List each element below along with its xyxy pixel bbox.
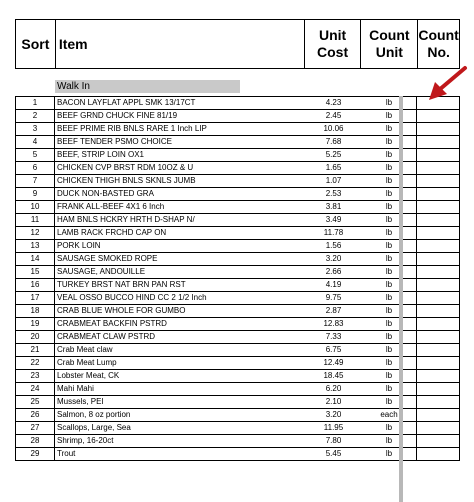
row-item: Salmon, 8 oz portion (57, 410, 131, 419)
row-count-unit: lb (385, 397, 393, 406)
table-row (15, 149, 460, 162)
header-count-no-line1: Count (418, 27, 459, 43)
row-item: BEEF, STRIP LOIN OX1 (57, 150, 144, 159)
row-sort: 7 (15, 175, 55, 187)
row-count-no[interactable] (416, 279, 460, 291)
row-sort: 2 (15, 110, 55, 122)
row-count-no[interactable] (416, 435, 460, 447)
table-row (15, 383, 460, 396)
row-sort: 24 (15, 383, 55, 395)
row-count-unit: lb (385, 384, 393, 393)
row-count-no[interactable] (416, 136, 460, 148)
row-unit-cost: 2.10 (325, 397, 342, 406)
header-item: Item (56, 20, 305, 68)
header-sort: Sort (16, 20, 56, 68)
row-sort: 9 (15, 188, 55, 200)
table-row (15, 96, 460, 110)
row-unit-cost: 6.20 (325, 384, 342, 393)
row-count-unit: lb (385, 345, 393, 354)
table-row (15, 162, 460, 175)
row-unit-cost: 11.78 (323, 228, 344, 237)
table-row (15, 266, 460, 279)
row-count-no[interactable] (416, 201, 460, 213)
row-sort: 6 (15, 162, 55, 174)
row-count-unit: lb (385, 358, 393, 367)
row-unit-cost: 3.20 (325, 410, 342, 419)
row-item: DUCK NON-BASTED GRA (57, 189, 154, 198)
row-item: SAUSAGE, ANDOUILLE (57, 267, 146, 276)
row-sort: 29 (15, 448, 55, 460)
row-count-no[interactable] (416, 162, 460, 174)
row-sort: 18 (15, 305, 55, 317)
row-count-unit: lb (385, 280, 393, 289)
row-unit-cost: 6.75 (325, 345, 342, 354)
row-sort: 19 (15, 318, 55, 330)
row-count-unit: lb (385, 202, 393, 211)
row-sort: 27 (15, 422, 55, 434)
table-row (15, 422, 460, 435)
row-unit-cost: 2.45 (325, 111, 342, 120)
row-item: LAMB RACK FRCHD CAP ON (57, 228, 167, 237)
table-row (15, 305, 460, 318)
row-count-unit: lb (385, 137, 393, 146)
row-sort: 21 (15, 344, 55, 356)
row-count-unit: lb (385, 332, 393, 341)
row-unit-cost: 11.95 (323, 423, 344, 432)
row-count-no[interactable] (416, 227, 460, 239)
row-count-no[interactable] (416, 422, 460, 434)
row-unit-cost: 7.33 (325, 332, 342, 341)
row-item: Mussels, PEI (57, 397, 104, 406)
table-row (15, 136, 460, 149)
row-unit-cost: 3.49 (325, 215, 342, 224)
row-unit-cost: 2.53 (325, 189, 342, 198)
table-row (15, 409, 460, 422)
row-count-no[interactable] (416, 188, 460, 200)
table-row (15, 201, 460, 214)
row-sort: 20 (15, 331, 55, 343)
row-unit-cost: 7.80 (325, 436, 342, 445)
row-count-no[interactable] (416, 110, 460, 122)
table-row (15, 435, 460, 448)
row-item: PORK LOIN (57, 241, 101, 250)
row-count-unit: lb (385, 176, 393, 185)
row-sort: 12 (15, 227, 55, 239)
row-sort: 11 (15, 214, 55, 226)
row-count-no[interactable] (416, 149, 460, 161)
row-item: TURKEY BRST NAT BRN PAN RST (57, 280, 186, 289)
row-count-no[interactable] (416, 292, 460, 304)
row-count-no[interactable] (416, 344, 460, 356)
row-item: CHICKEN THIGH BNLS SKNLS JUMB (57, 176, 196, 185)
table-row (15, 357, 460, 370)
row-count-unit: lb (385, 319, 393, 328)
row-unit-cost: 4.23 (325, 98, 342, 107)
row-item: Trout (57, 449, 76, 458)
row-sort: 14 (15, 253, 55, 265)
column-shadow (399, 96, 403, 502)
row-count-unit: lb (385, 436, 393, 445)
row-sort: 25 (15, 396, 55, 408)
row-unit-cost: 4.19 (325, 280, 342, 289)
row-count-unit: lb (385, 124, 393, 133)
table-row (15, 396, 460, 409)
row-count-no[interactable] (416, 370, 460, 382)
row-count-unit: lb (385, 423, 393, 432)
header-count-unit (361, 20, 418, 68)
row-item: BACON LAYFLAT APPL SMK 13/17CT (57, 98, 196, 107)
row-count-unit: lb (385, 241, 393, 250)
row-count-unit: lb (385, 215, 393, 224)
header-unit-cost-line2: Cost (317, 44, 349, 60)
row-item: CRABMEAT BACKFIN PSTRD (57, 319, 167, 328)
row-count-no[interactable] (416, 318, 460, 330)
row-count-unit: lb (385, 228, 393, 237)
row-item: Crab Meat Lump (57, 358, 117, 367)
row-item: CHICKEN CVP BRST RDM 10OZ & U (57, 163, 194, 172)
row-count-no[interactable] (416, 240, 460, 252)
row-count-no[interactable] (416, 409, 460, 421)
table-row (15, 240, 460, 253)
row-count-unit: lb (385, 449, 393, 458)
row-item: Mahi Mahi (57, 384, 94, 393)
table-row (15, 331, 460, 344)
row-count-unit: lb (385, 267, 393, 276)
row-count-no[interactable] (416, 331, 460, 343)
table-row (15, 448, 460, 461)
row-item: CRABMEAT CLAW PSTRD (57, 332, 156, 341)
table-row (15, 253, 460, 266)
row-unit-cost: 10.06 (323, 124, 344, 133)
row-count-no[interactable] (416, 383, 460, 395)
header-unit-cost-line1: Unit (318, 27, 347, 43)
row-item: Shrimp, 16-20ct (57, 436, 114, 445)
row-unit-cost: 7.68 (325, 137, 342, 146)
table-row (15, 344, 460, 357)
row-count-no[interactable] (416, 396, 460, 408)
row-unit-cost: 3.81 (325, 202, 342, 211)
row-item: Scallops, Large, Sea (57, 423, 131, 432)
row-unit-cost: 1.65 (325, 163, 342, 172)
row-sort: 16 (15, 279, 55, 291)
table-row (15, 279, 460, 292)
row-sort: 4 (15, 136, 55, 148)
row-count-unit: lb (385, 150, 393, 159)
row-sort: 3 (15, 123, 55, 135)
row-count-no[interactable] (416, 448, 460, 460)
header-count-no-line2: No. (427, 44, 450, 60)
inventory-table (15, 96, 460, 461)
row-item: Crab Meat claw (57, 345, 113, 354)
header-count-unit-line2: Unit (375, 44, 403, 60)
row-count-no[interactable] (416, 357, 460, 369)
row-unit-cost: 5.45 (325, 449, 342, 458)
row-unit-cost: 5.25 (325, 150, 342, 159)
row-sort: 13 (15, 240, 55, 252)
row-count-no[interactable] (416, 123, 460, 135)
table-row (15, 292, 460, 305)
row-item: Lobster Meat, CK (57, 371, 120, 380)
row-count-unit: lb (385, 306, 393, 315)
row-item: SAUSAGE SMOKED ROPE (57, 254, 158, 263)
row-sort: 15 (15, 266, 55, 278)
row-item: BEEF TENDER PSMO CHOICE (57, 137, 172, 146)
row-count-unit: lb (385, 293, 393, 302)
table-row (15, 188, 460, 201)
table-row (15, 110, 460, 123)
row-unit-cost: 12.49 (323, 358, 344, 367)
row-item: HAM BNLS HCKRY HRTH D-SHAP N/ (57, 215, 195, 224)
row-count-no[interactable] (416, 175, 460, 187)
table-row (15, 214, 460, 227)
row-sort: 28 (15, 435, 55, 447)
row-unit-cost: 12.83 (323, 319, 344, 328)
row-count-unit: lb (385, 254, 393, 263)
table-row (15, 370, 460, 383)
row-count-no[interactable] (416, 253, 460, 265)
table-row (15, 318, 460, 331)
row-unit-cost: 3.20 (325, 254, 342, 263)
row-count-unit: each (380, 410, 398, 419)
table-row (15, 227, 460, 240)
row-count-no[interactable] (416, 305, 460, 317)
row-count-unit: lb (385, 98, 393, 107)
header-count-no (418, 20, 459, 68)
row-unit-cost: 9.75 (325, 293, 342, 302)
row-count-unit: lb (385, 189, 393, 198)
row-sort: 22 (15, 357, 55, 369)
row-unit-cost: 18.45 (323, 371, 344, 380)
row-count-no[interactable] (416, 214, 460, 226)
row-sort: 5 (15, 149, 55, 161)
red-arrow-icon (425, 62, 470, 107)
row-sort: 10 (15, 201, 55, 213)
row-item: FRANK ALL-BEEF 4X1 6 Inch (57, 202, 165, 211)
row-sort: 23 (15, 370, 55, 382)
row-unit-cost: 1.07 (325, 176, 342, 185)
header-count-unit-line1: Count (369, 27, 410, 43)
header-unit-cost (305, 20, 362, 68)
row-sort: 1 (15, 97, 55, 109)
row-count-unit: lb (385, 111, 393, 120)
row-unit-cost: 2.66 (325, 267, 342, 276)
table-row (15, 123, 460, 136)
row-count-no[interactable] (416, 266, 460, 278)
table-row (15, 175, 460, 188)
row-count-unit: lb (385, 163, 393, 172)
row-item: BEEF GRND CHUCK FINE 81/19 (57, 111, 178, 120)
row-item: VEAL OSSO BUCCO HIND CC 2 1/2 Inch (57, 293, 207, 302)
row-unit-cost: 1.56 (325, 241, 342, 250)
column-header-row (15, 19, 460, 69)
row-sort: 26 (15, 409, 55, 421)
row-unit-cost: 2.87 (325, 306, 342, 315)
row-item: CRAB BLUE WHOLE FOR GUMBO (57, 306, 186, 315)
row-sort: 17 (15, 292, 55, 304)
row-item: BEEF PRIME RIB BNLS RARE 1 Inch LIP (57, 124, 207, 133)
group-label-walk-in: Walk In (55, 80, 240, 93)
row-count-unit: lb (385, 371, 393, 380)
